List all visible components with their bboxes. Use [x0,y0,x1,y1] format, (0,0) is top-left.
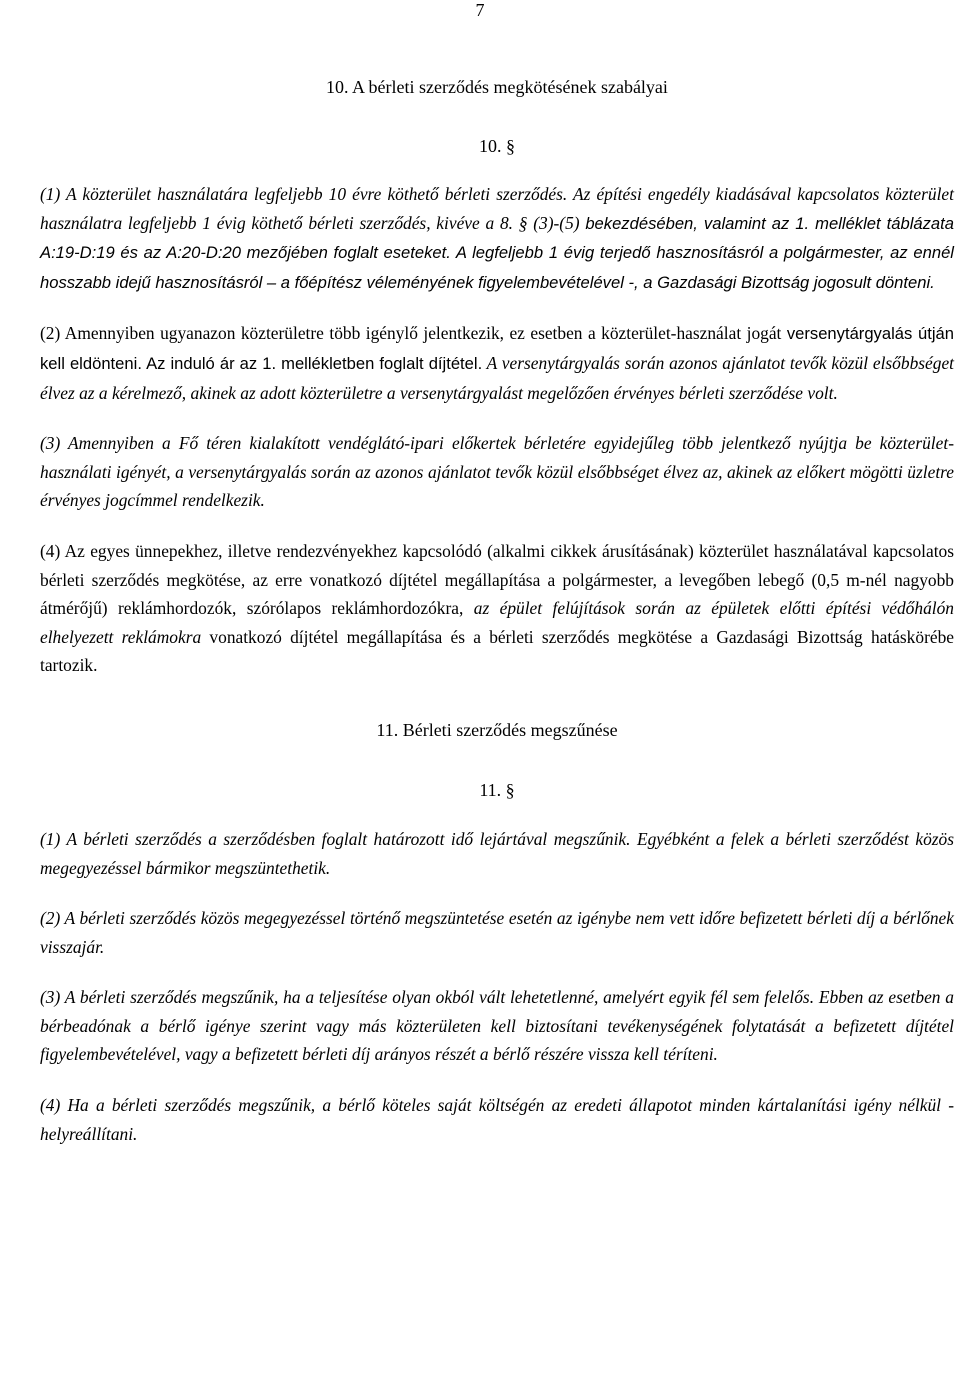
section-10-p4-part-c: vonatkozó díjtétel megállapítása és a bérleti szerződés megkötése a Gazdasági Bizottság hatáskörébe tartozik. [40,626,954,676]
section-10-paragraph-sign: 10. § [479,136,515,156]
section-10-p2-part-b: versenytárgyalás útján kell eldönteni. Az induló ár az 1. mellékletben foglalt díjtétel. [40,324,954,373]
section-10-p2-part-c: A versenytárgyalás során azonos ajánlatot tevők közül elsőbbséget élvez az a kérelmező, akinek az adott közterületre a versenytárgyalást megelőzően érvényes bérleti szerződése volt. [40,352,954,403]
section-11-paragraph-1: (1) A bérleti szerződés a szerződésben foglalt határozott idő lejártával megszűnik. Egyébként a felek a bérleti szerződést közös megegyezéssel bármikor megszüntethetik. [40,828,954,878]
section-11-paragraph-sign: 11. § [479,779,515,800]
section-10-paragraph-1 [40,180,954,297]
section-10-p1-part-b: bekezdésében, valamint az 1. melléklet táblázata A:19-D:19 és az A:20-D:20 mezőjében foglalt eseteket. A legfeljebb 1 évig terjedő hasznosításról a polgármester, az ennél hosszabb idejű hasznosításról – a főépítész véleményének figyelembevételével -, a Gazdasági Bizottság jogosult dönteni. [40,213,954,292]
section-10-paragraph-4 [40,537,954,680]
section-11-paragraph-2: (2) A bérleti szerződés közös megegyezéssel történő megszüntetése esetén az igénybe nem vett időre befizetett bérleti díj a bérlőnek visszajár. [40,908,954,957]
section-10-p1-part-a: (1) A közterület használatára legfeljebb 10 évre köthető bérleti szerződés. Az építési engedély kiadásával kapcsolatos közterület használatra legfeljebb 1 évig köthető bérleti szerződés, kivéve a 8. § (3)-(5) [40,184,954,233]
section-10-paragraph-3: (3) Amennyiben a Fő téren kialakított vendéglátó-ipari előkertek bérletére egyidejűleg több jelentkező nyújtja be közterület-használati igényét, a versenytárgyalás során az azonos ajánlatot tevők közül elsőbbséget élvez az, akinek az előkert mögötti üzletre érvényes jogcímmel rendelkezik. [40,433,954,511]
section-10-paragraph-2 [40,319,954,407]
section-11-title: 11. Bérleti szerződés megszűnése [376,719,618,740]
section-11-paragraph-4: (4) Ha a bérleti szerződés megszűnik, a bérlő köteles saját költségén az eredeti állapotot minden kártalanítási igény nélkül - helyreállítani. [40,1095,954,1144]
page-number: 7 [475,0,485,20]
document-body [40,72,954,1170]
section-10-p4-part-a: (4) Az egyes ünnepekhez, illetve rendezvényekhez kapcsolódó (alkalmi cikkek árusításának) közterület használatával kapcsolatos bérleti szerződés megkötése, az erre vonatkozó díjtétel megállapítása a polgármester, a levegőben lebegő (0,5 m-nél nagyobb átmérőjű) reklámhordozók, szórólapos reklámhordozókra, [40,540,954,619]
section-11-paragraph-3: (3) A bérleti szerződés megszűnik, ha a teljesítése olyan okból vált lehetetlenné, amelyért egyik fél sem felelős. Ebben az esetben a bérbeadónak a bérlő igénye szerint vagy más közterületen kell biztosítani tevékenységének folytatását a befizetett díjtétel figyelembevételével, vagy a befizetett bérleti díj arányos részét a bérlő részére vissza kell téríteni. [40,987,954,1065]
section-10-p2-part-a: (2) Amennyiben ugyanazon közterületre több igénylő jelentkezik, ez esetben a közterület-használat jogát [40,323,787,344]
section-10-title: 10. A bérleti szerződés megkötésének szabályai [326,77,668,97]
section-10-p4-part-b: az épület felújítások során az épületek előtti építési védőhálón elhelyezett reklámokra [40,598,954,647]
